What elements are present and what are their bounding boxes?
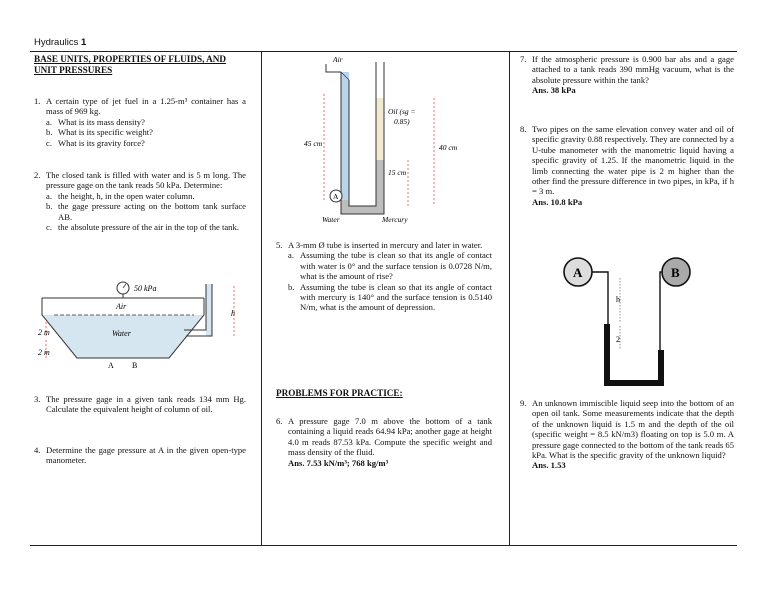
sub-label: b. — [288, 281, 295, 292]
pipe-a-label: A — [573, 265, 583, 280]
sub-item — [34, 138, 246, 148]
problem-text: A certain type of jet fuel in a 1.25-m³ container has a mass of 969 kg. — [46, 96, 246, 117]
h-label: h — [616, 295, 620, 304]
problem-number: 4. — [34, 445, 41, 455]
two-label: 2 — [616, 335, 620, 344]
sub-text: Assuming the tube is clean so that its angle of contact with mercury is 140° and the surface tension is 0.5140 N/m, what is the amount of depression. — [300, 281, 492, 313]
air-label: Air — [333, 55, 343, 64]
sub-label: c. — [46, 222, 52, 233]
bottom-rule — [30, 545, 737, 546]
oil-column — [376, 98, 384, 160]
page-header — [34, 37, 86, 48]
sub-label: b. — [46, 127, 53, 138]
point-a-label: A — [333, 192, 339, 201]
page-number: 1 — [81, 37, 87, 48]
problem-text: A pressure gage 7.0 m above the bottom of a tank containing a liquid reads 64.94 kPa; another gage at height 4.0 m reads 87.53 kPa. Compute the specific weight and mass density of the fluid. — [288, 416, 492, 458]
problem-text: Two pipes on the same elevation convey water and oil of specific gravity 0.88 respectively. They are connected by a U-tube manometer with the manometric liquid having a specific gravity of 1.25. If the manometric liquid in the limb connecting the water pipe is 2 m higher than the other find the pressure difference in two pipes, in kPa, if h = 3 m. — [532, 124, 734, 197]
section-title-base-units: BASE UNITS, PROPERTIES OF FLUIDS, AND UNIT PRESSURES — [34, 54, 227, 75]
tube-inner — [349, 62, 376, 206]
sub-label: a. — [46, 190, 52, 201]
sub-item — [276, 282, 492, 313]
dim-45cm: 45 cm — [304, 139, 323, 148]
sub-item — [34, 117, 246, 127]
mercury-bottom — [349, 206, 376, 214]
dim-label-2: 2 m — [38, 348, 50, 357]
answer: Ans. 1.53 — [532, 460, 566, 471]
sub-text: the gage pressure acting on the bottom tank surface AB. — [58, 201, 246, 222]
top-rule — [30, 51, 737, 52]
sub-text: Assuming the tube is clean so that its angle of contact with water is 0° and the surface tension is 0.0728 N/m, what is the amount of rise? — [300, 250, 492, 282]
sub-label: a. — [46, 116, 52, 127]
problem-5 — [276, 240, 492, 313]
oil-label: Oil (sg = — [388, 107, 416, 116]
problem-text: A 3-mm Ø tube is inserted in mercury and later in water. — [288, 240, 483, 250]
pipe-b-label: B — [671, 265, 680, 280]
column-divider-1 — [261, 51, 262, 545]
point-b-label: B — [132, 361, 138, 370]
closed-tank-figure — [34, 278, 246, 378]
sub-item — [34, 191, 246, 201]
pipes-manometer-figure — [560, 254, 730, 390]
water-label: Water — [322, 215, 340, 224]
sub-text: the height, h, in the open water column. — [58, 190, 195, 201]
problem-8 — [520, 124, 734, 207]
problem-text: An unknown immiscible liquid seep into the bottom of an open oil tank. Some measurements indicate that the depth of the unknown liquid is 1.5 m and the depth of the oil (specific weight = 8.5 kN/m3) floating on top is 5.0 m. A pressure gage connected to the bottom of the tank reads 65 kPa. What is the specific gravity of the unknown liquid? — [532, 398, 734, 461]
sub-text: What is its gravity force? — [58, 137, 145, 148]
air-pipe — [326, 64, 341, 72]
sub-item — [34, 222, 246, 232]
dim-label-1: 2 m — [38, 328, 50, 337]
dim-15cm: 15 cm — [388, 168, 407, 177]
sub-item — [276, 250, 492, 281]
problem-2 — [34, 170, 246, 232]
air-label: Air — [116, 302, 127, 311]
sub-item — [34, 127, 246, 137]
water-label: Water — [112, 329, 131, 338]
manometric-liquid-left — [604, 324, 610, 384]
manometric-liquid-right — [658, 350, 664, 384]
column-divider-2 — [509, 51, 510, 545]
section-title-practice: PROBLEMS FOR PRACTICE: — [276, 388, 403, 398]
problem-number: 6. — [276, 416, 283, 426]
h-label: h — [231, 309, 235, 318]
problem-number: 2. — [34, 170, 41, 180]
problem-number: 8. — [520, 124, 527, 134]
mercury-left — [376, 160, 384, 214]
problem-6 — [276, 416, 492, 468]
problem-number: 3. — [34, 394, 41, 404]
sub-label: b. — [46, 201, 53, 212]
manometer-figure — [296, 54, 476, 226]
mercury-bottom-left — [341, 200, 349, 214]
mercury-label: Mercury — [382, 215, 408, 224]
problem-number: 5. — [276, 240, 283, 250]
problem-1 — [34, 96, 246, 148]
oil-label-2: 0.85) — [394, 117, 410, 126]
problem-number: 1. — [34, 96, 41, 106]
gage-reading: 50 kPa — [134, 284, 157, 293]
sub-text: What is its specific weight? — [58, 127, 153, 138]
u-tube-outer — [592, 272, 662, 384]
open-column-water — [206, 284, 212, 336]
sub-label: c. — [46, 137, 52, 148]
answer: Ans. 38 kPa — [532, 85, 576, 96]
water-column — [341, 72, 349, 200]
manometric-liquid-bottom — [604, 380, 664, 386]
problem-number: 9. — [520, 398, 527, 408]
point-a-label: A — [108, 361, 114, 370]
answer: Ans. 10.8 kPa — [532, 196, 583, 207]
problem-text: If the atmospheric pressure is 0.900 bar abs and a gage attached to a tank reads 390 mmHg vacuum, what is the absolute pressure within the tank? — [532, 54, 734, 85]
sub-label: a. — [288, 250, 294, 261]
course-title: Hydraulics — [34, 37, 79, 48]
problem-3 — [34, 394, 246, 415]
sub-item — [34, 201, 246, 222]
sub-text: the absolute pressure of the air in the top of the tank. — [58, 222, 239, 233]
problem-7 — [520, 54, 734, 96]
answer: Ans. 7.53 kN/m³; 768 kg/m³ — [288, 457, 389, 468]
problem-4 — [34, 445, 246, 466]
dim-40cm: 40 cm — [439, 143, 458, 152]
problem-number: 7. — [520, 54, 527, 64]
problem-text: The pressure gage in a given tank reads 134 mm Hg. Calculate the equivalent height of column of oil. — [46, 394, 246, 415]
sub-text: What is its mass density? — [58, 116, 145, 127]
u-tube-spacer — [592, 278, 664, 388]
problem-text: The closed tank is filled with water and is 5 m long. The pressure gage on the tank reads 50 kPa. Determine: — [46, 170, 246, 191]
problem-9 — [520, 398, 734, 471]
problem-text: Determine the gage pressure at A in the given open-type manometer. — [46, 445, 246, 466]
